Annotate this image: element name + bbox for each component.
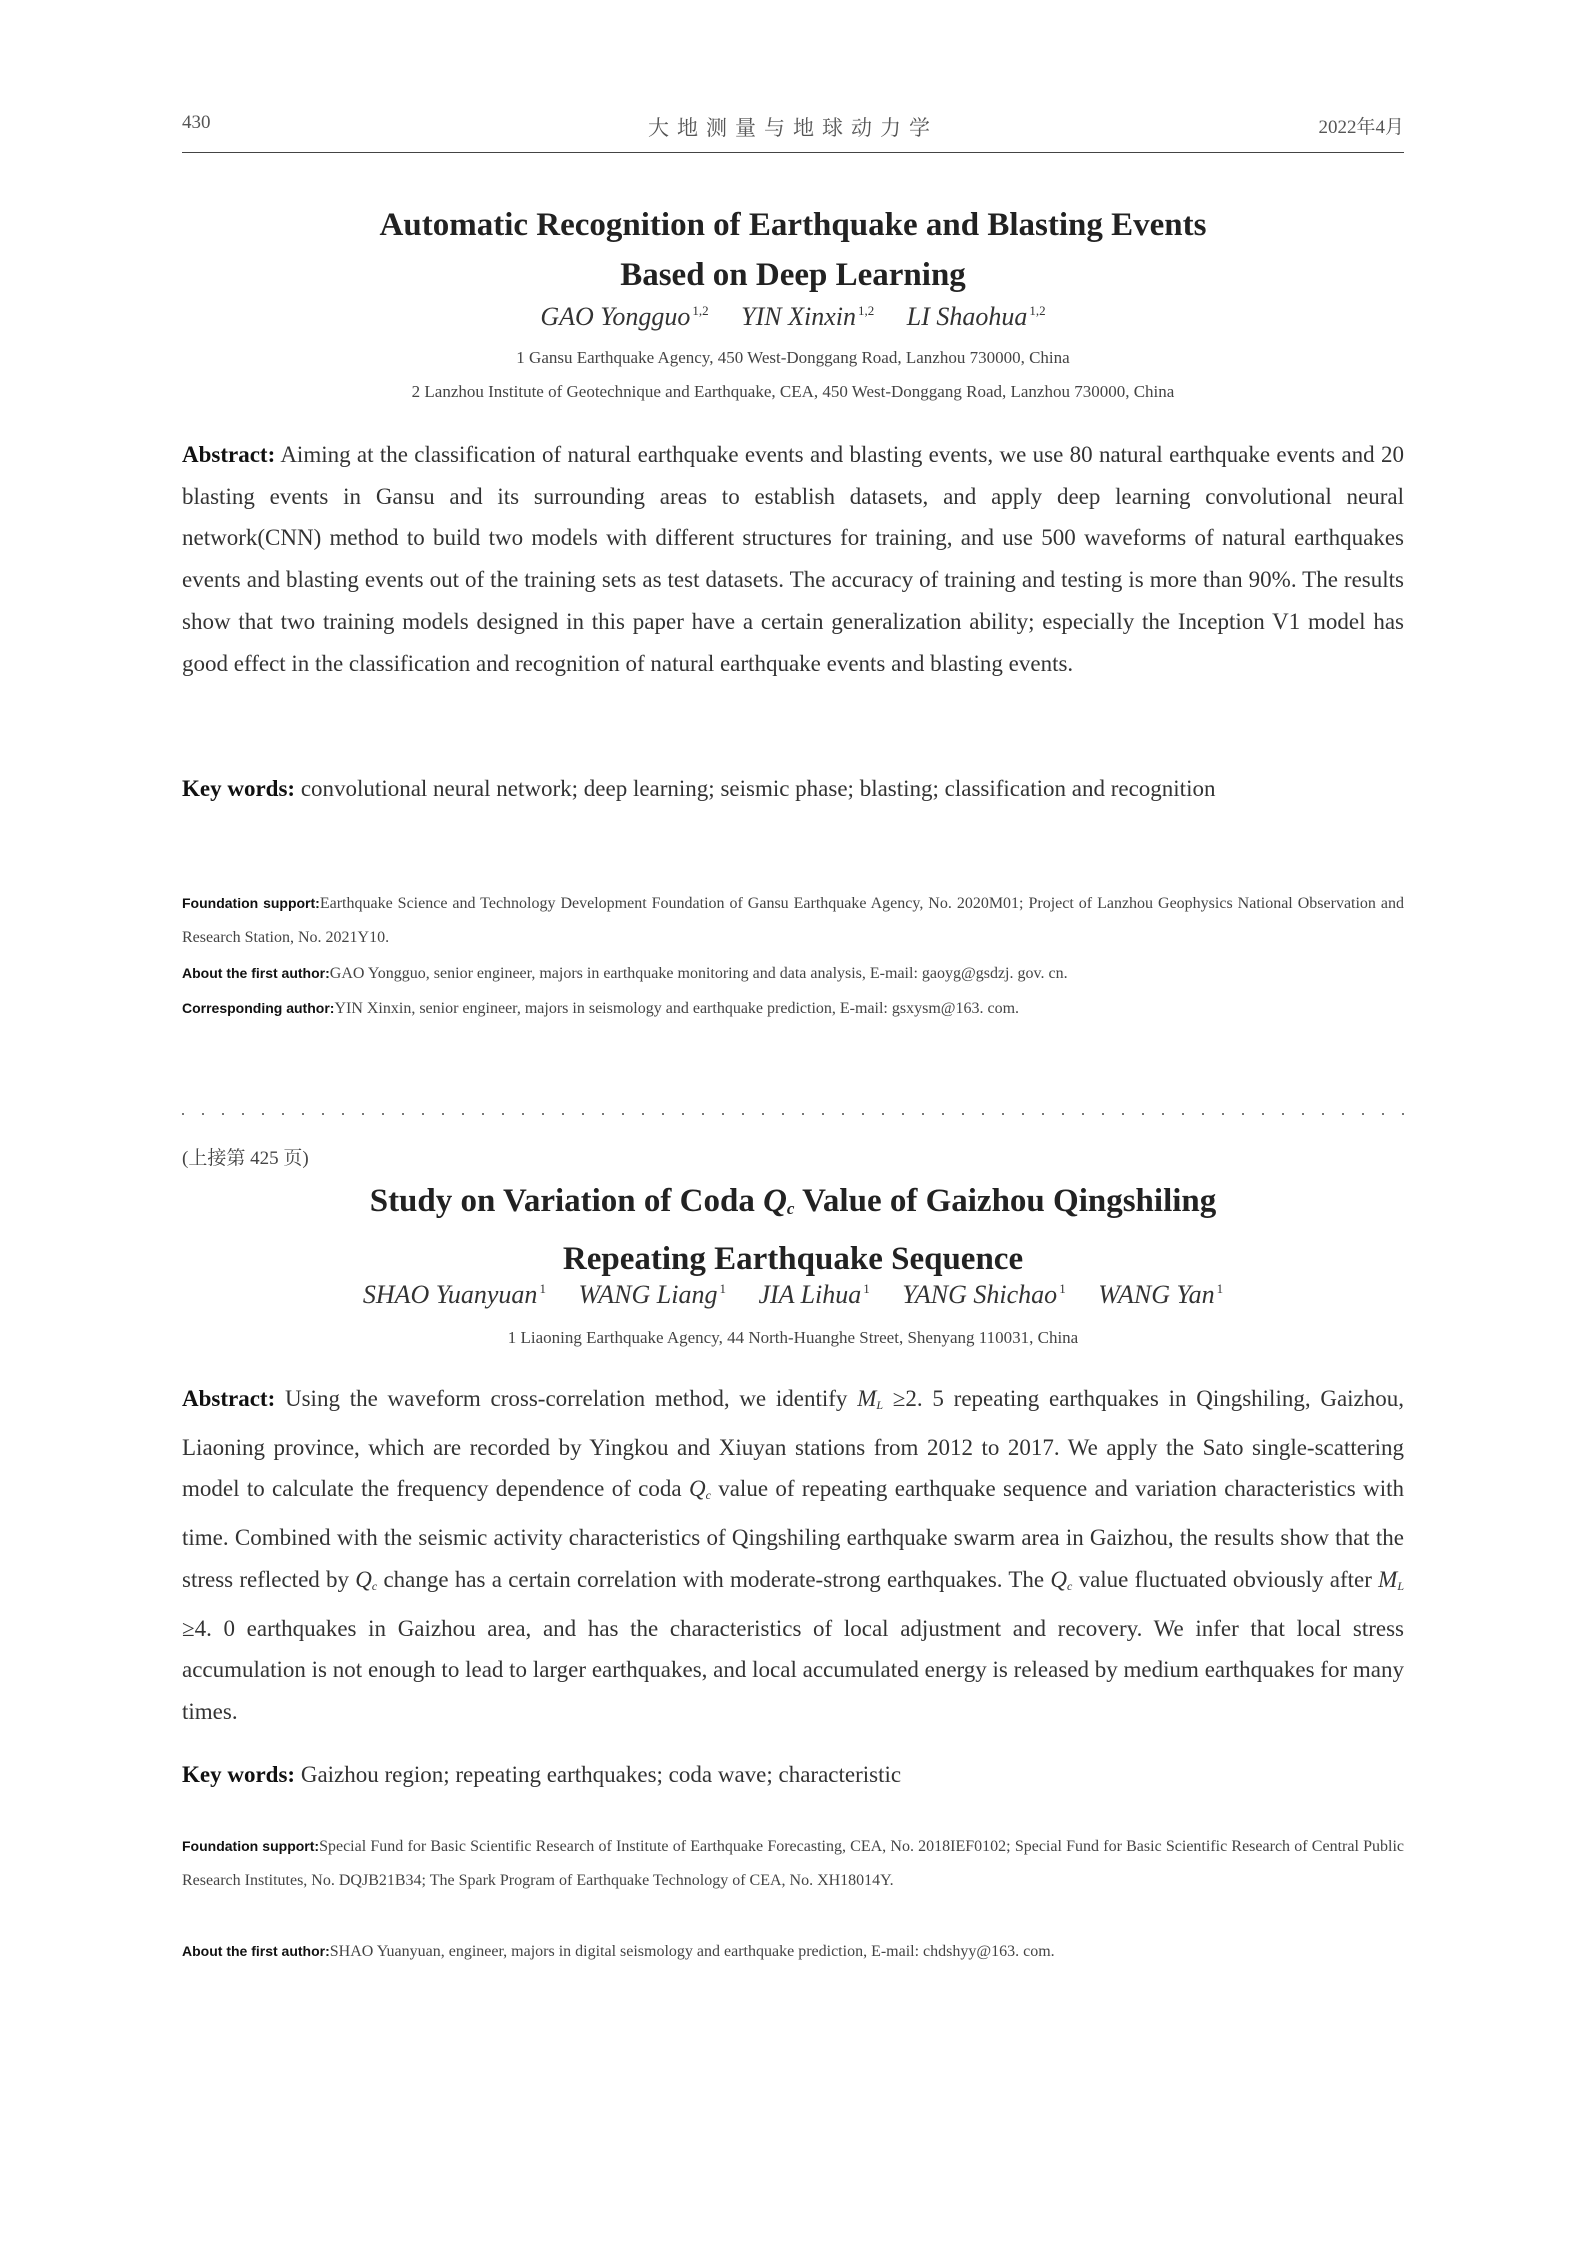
ml-subscript: L bbox=[876, 1398, 884, 1412]
corresponding-label: Corresponding author: bbox=[182, 1000, 335, 1016]
continued-from-note: (上接第 425 页) bbox=[182, 1148, 309, 1169]
qc-symbol: Q bbox=[355, 1566, 372, 1592]
abstract-text: Using the waveform cross-correlation method, we identify bbox=[285, 1386, 858, 1411]
issue-date: 2022年4月 bbox=[1318, 117, 1404, 138]
article1-first-author bbox=[182, 956, 1404, 991]
article1-title bbox=[182, 200, 1404, 300]
ml-symbol: M bbox=[1378, 1566, 1398, 1592]
article1-title-line1: Automatic Recognition of Earthquake and Blasting Events bbox=[379, 207, 1207, 243]
article1-affiliation-1: 1 Gansu Earthquake Agency, 450 West-Donggang Road, Lanzhou 730000, China bbox=[516, 348, 1070, 367]
article2-first-author bbox=[182, 1934, 1404, 1969]
article2-title-line2: Repeating Earthquake Sequence bbox=[562, 1241, 1024, 1277]
author-name: YANG Shichao bbox=[902, 1280, 1058, 1309]
foundation-text: Special Fund for Basic Scientific Research of Institute of Earthquake Forecasting, CEA, No. 2018IEF0102; Special Fund for Basic Scientific Research of Central Public Research Institutes, No. DQJB21B34; The Spark Program of Earthquake Technology of CEA, No. XH18014Y. bbox=[182, 1838, 1405, 1889]
first-author-label: About the first author: bbox=[182, 1943, 330, 1959]
first-author-text: GAO Yongguo, senior engineer, majors in earthquake monitoring and data analysis, E-mail: gaoyg@gsdzj. gov. cn. bbox=[329, 965, 1068, 982]
author-name: WANG Yan bbox=[1098, 1280, 1215, 1309]
article1-corresponding-author bbox=[182, 991, 1404, 1026]
abstract-text: value of repeating earthquake sequence and variation characteristics with time. Combined with the seismic activity characteristics of Qingshiling earthquake swarm area in Gaizhou, the results show that the stress reflected by bbox=[182, 1476, 1404, 1592]
article1-affiliation-2: 2 Lanzhou Institute of Geotechnique and Earthquake, CEA, 450 West-Donggang Road, Lanzhou 730000, China bbox=[411, 382, 1175, 401]
author-affil-mark: 1 bbox=[1059, 1281, 1066, 1296]
ml-symbol: M bbox=[857, 1386, 877, 1411]
abstract-text: ≥2. 5 repeating earthquakes in Qingshiling, Gaizhou, Liaoning province, which are recorded by Yingkou and Xiuyan stations from 2012 to 2017. We apply the Sato single-scattering model to calculate the frequency dependence of coda bbox=[182, 1386, 1404, 1502]
qc-subscript: c bbox=[705, 1488, 711, 1503]
author-name: SHAO Yuanyuan bbox=[362, 1280, 538, 1309]
first-author-text: SHAO Yuanyuan, engineer, majors in digital seismology and earthquake prediction, E-mail: chdshyy@163. com. bbox=[329, 1943, 1055, 1960]
article-divider bbox=[182, 1113, 1404, 1115]
article2-keywords bbox=[182, 1754, 1404, 1796]
author-affil-mark: 1 bbox=[863, 1281, 870, 1296]
article1-abstract bbox=[182, 434, 1404, 684]
title-q-symbol: Q bbox=[763, 1183, 787, 1219]
title-text: Value of Gaizhou Qingshiling bbox=[794, 1183, 1217, 1219]
keywords-label: Key words: bbox=[182, 1762, 296, 1787]
author-affil-mark: 1 bbox=[539, 1281, 546, 1296]
author-affil-mark: 1,2 bbox=[1029, 303, 1046, 318]
abstract-text: change has a certain correlation with moderate-strong earthquakes. The bbox=[377, 1566, 1051, 1592]
first-author-label: About the first author: bbox=[182, 965, 330, 981]
abstract-label: Abstract: bbox=[182, 442, 276, 467]
author-name: WANG Liang bbox=[578, 1280, 718, 1309]
article2-foundation bbox=[182, 1829, 1404, 1898]
qc-symbol: Q bbox=[1050, 1566, 1067, 1592]
article1-authors bbox=[182, 302, 1404, 332]
keywords-text: convolutional neural network; deep learning; seismic phase; blasting; classification and recognition bbox=[300, 776, 1216, 801]
author-name: YIN Xinxin bbox=[741, 302, 856, 331]
title-q-subscript: c bbox=[786, 1199, 795, 1218]
author-name: GAO Yongguo bbox=[540, 302, 691, 331]
article2-authors bbox=[182, 1280, 1404, 1310]
article2-title bbox=[182, 1176, 1404, 1284]
qc-subscript: c bbox=[371, 1578, 378, 1593]
article2-title-line1 bbox=[182, 1176, 1404, 1234]
header-rule bbox=[182, 152, 1404, 153]
article1-foundation bbox=[182, 886, 1404, 955]
corresponding-text: YIN Xinxin, senior engineer, majors in seismology and earthquake prediction, E-mail: gsxysm@163. com. bbox=[334, 1000, 1020, 1017]
abstract-text: ≥4. 0 earthquakes in Gaizhou area, and has the characteristics of local adjustment and recovery. We infer that local stress accumulation is not enough to lead to larger earthquakes, and local accumulated energy is released by medium earthquakes for many times. bbox=[182, 1615, 1404, 1724]
author-name: LI Shaohua bbox=[906, 302, 1028, 331]
qc-subscript: c bbox=[1067, 1578, 1073, 1593]
keywords-label: Key words: bbox=[182, 776, 296, 801]
qc-symbol: Q bbox=[688, 1476, 706, 1502]
article1-title-line2: Based on Deep Learning bbox=[620, 257, 966, 293]
abstract-text: value fluctuated obviously after bbox=[1072, 1566, 1379, 1592]
keywords-text: Gaizhou region; repeating earthquakes; coda wave; characteristic bbox=[300, 1762, 902, 1787]
article1-keywords bbox=[182, 768, 1404, 810]
abstract-label: Abstract: bbox=[182, 1386, 276, 1411]
ml-subscript: L bbox=[1397, 1578, 1405, 1593]
abstract-text: Aiming at the classification of natural earthquake events and blasting events, we use 80 natural earthquake events and 20 blasting events in Gansu and its surrounding areas to establish datasets, and apply deep learning convolutional neural network(CNN) method to build two models with different structures for training, and use 500 waveforms of natural earthquakes events and blasting events out of the training sets as test datasets. The accuracy of training and testing is more than 90%. The results show that two training models designed in this paper have a certain generalization ability; especially the Inception V1 model has good effect in the classification and recognition of natural earthquake events and blasting events. bbox=[182, 442, 1404, 676]
author-affil-mark: 1,2 bbox=[692, 303, 709, 318]
foundation-label: Foundation support: bbox=[182, 895, 320, 911]
author-affil-mark: 1,2 bbox=[857, 303, 875, 318]
article2-abstract bbox=[182, 1378, 1404, 1733]
page-number: 430 bbox=[182, 112, 211, 133]
foundation-label: Foundation support: bbox=[182, 1838, 320, 1854]
title-text: Study on Variation of Coda bbox=[369, 1183, 764, 1219]
author-name: JIA Lihua bbox=[758, 1280, 862, 1309]
author-affil-mark: 1 bbox=[1216, 1281, 1224, 1296]
foundation-text: Earthquake Science and Technology Development Foundation of Gansu Earthquake Agency, No. 2020M01; Project of Lanzhou Geophysics National Observation and Research Station, No. 2021Y10. bbox=[182, 895, 1405, 946]
author-affil-mark: 1 bbox=[719, 1281, 726, 1296]
article2-affiliation: 1 Liaoning Earthquake Agency, 44 North-Huanghe Street, Shenyang 110031, China bbox=[507, 1328, 1079, 1347]
journal-title: 大地测量与地球动力学 bbox=[648, 116, 938, 140]
